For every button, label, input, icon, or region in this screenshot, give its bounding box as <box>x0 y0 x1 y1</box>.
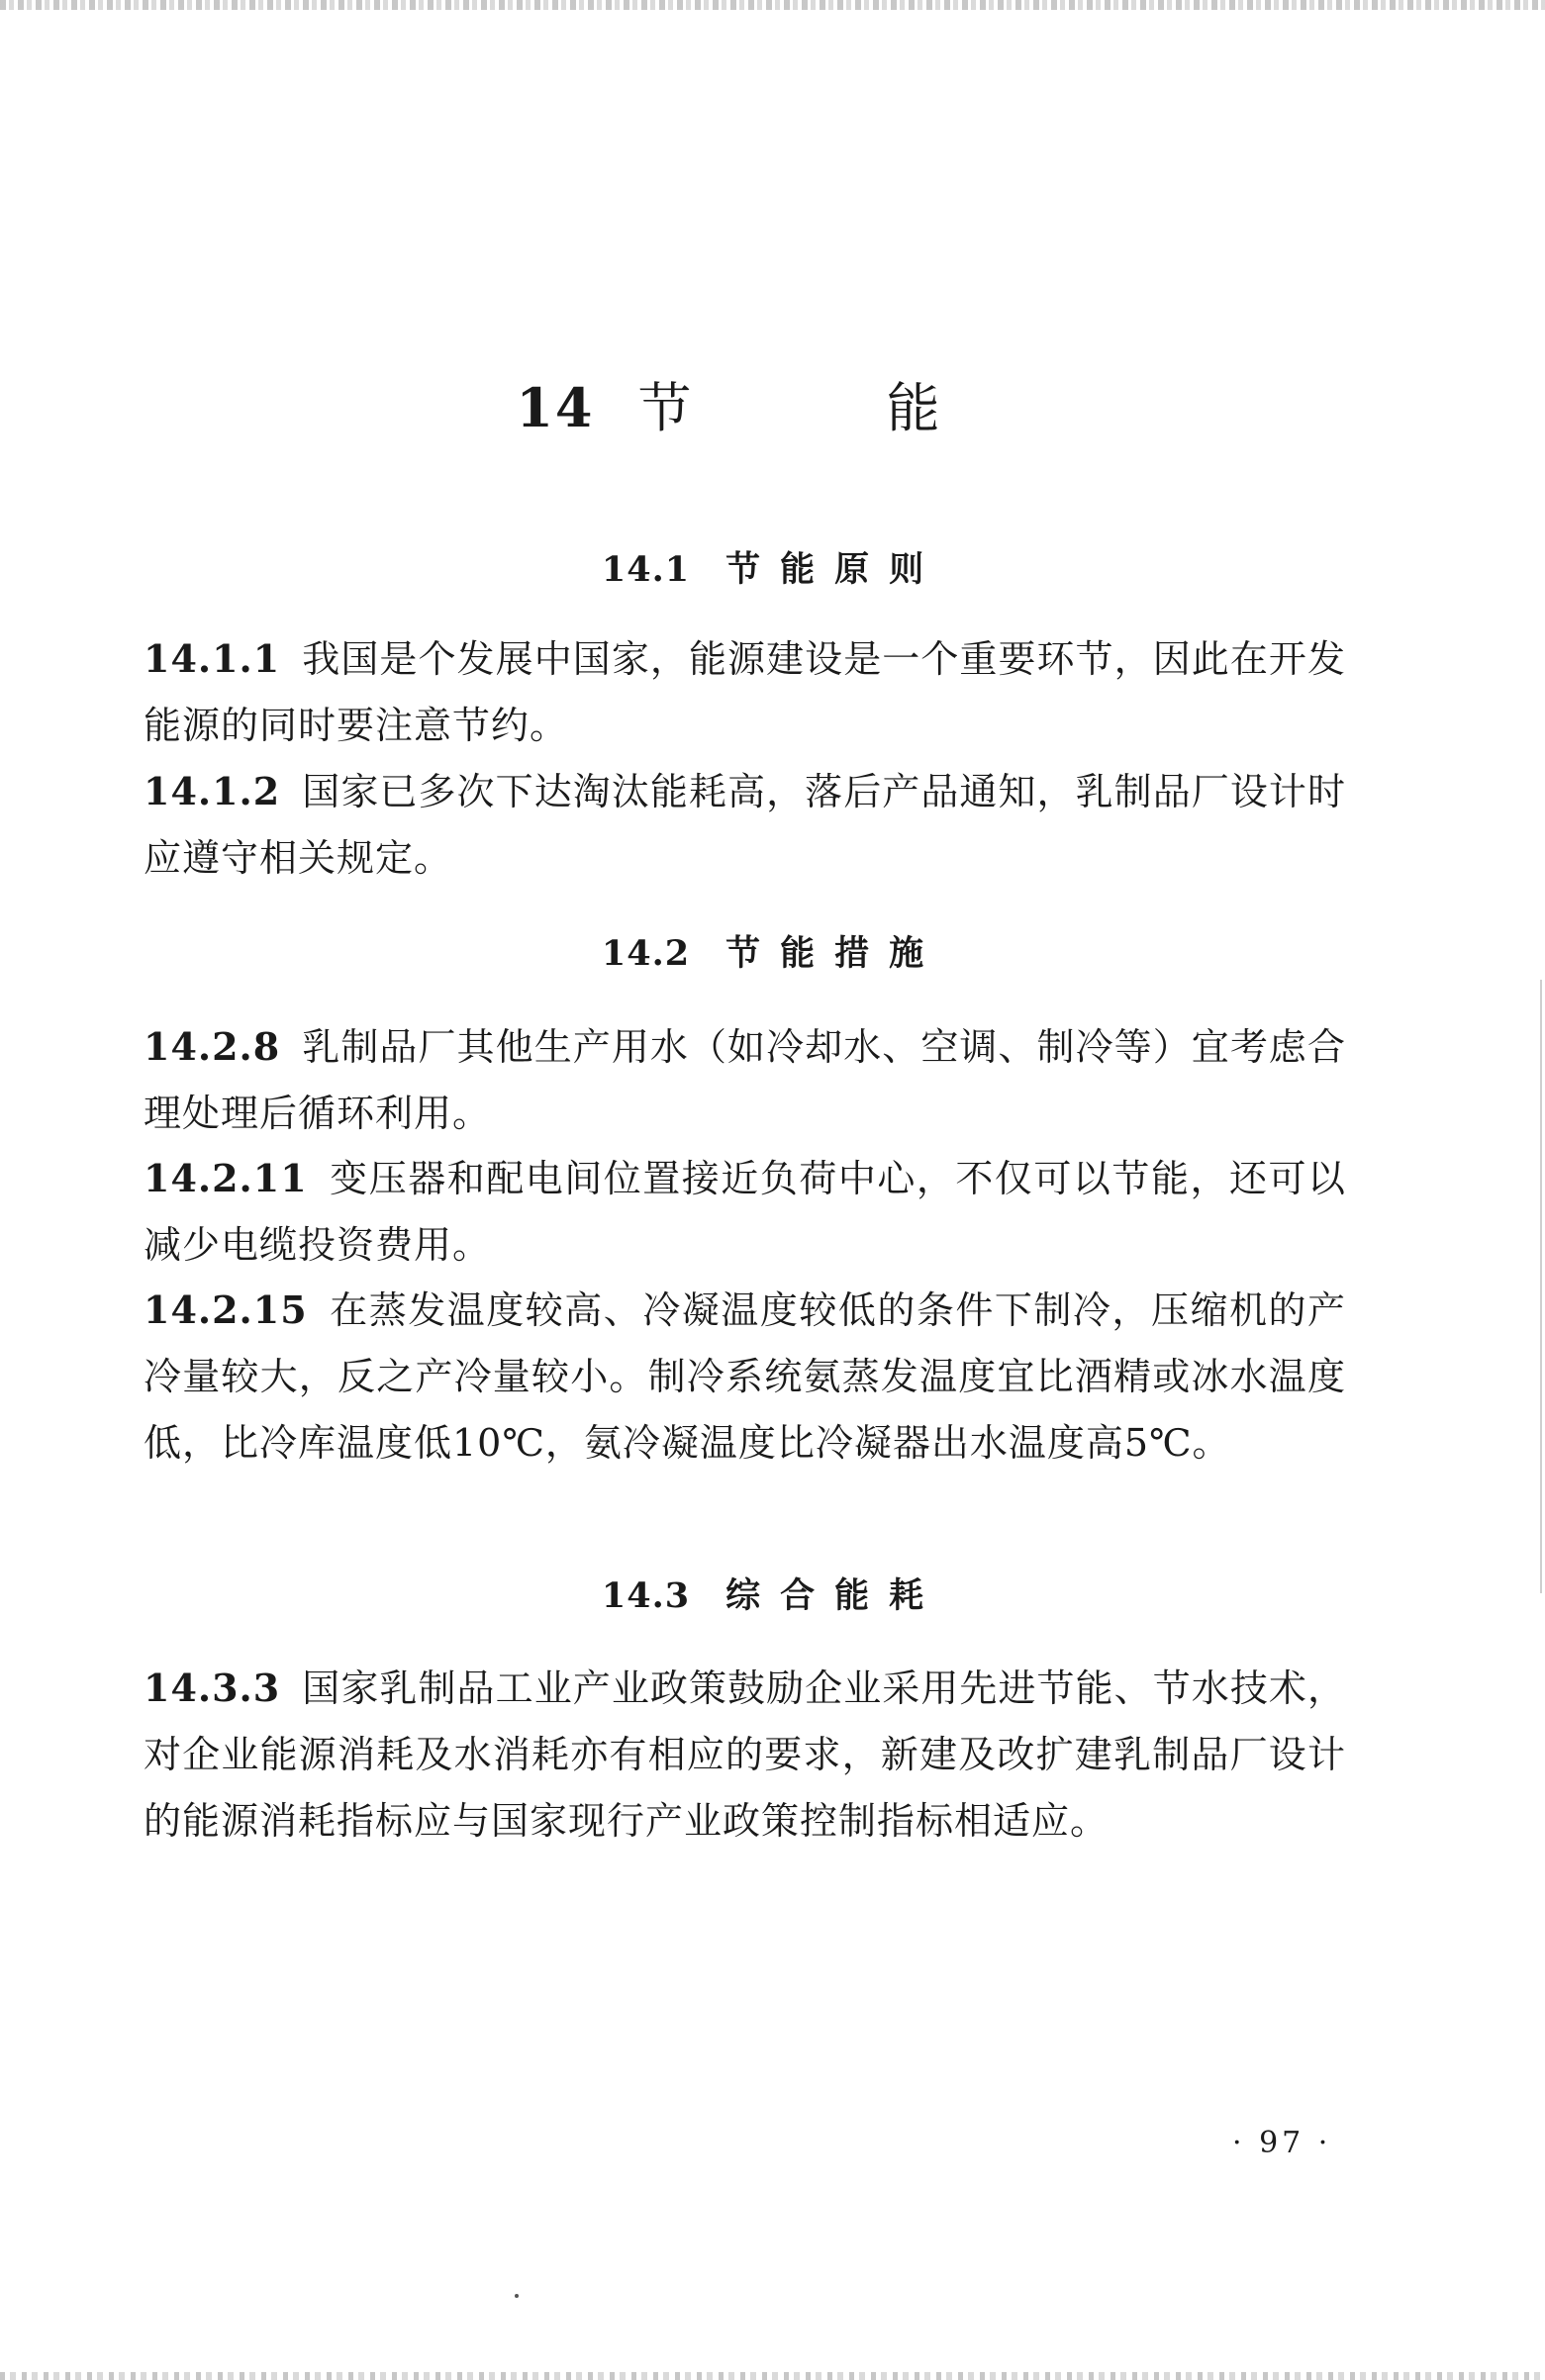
section-heading-14-3 <box>0 1569 1545 1618</box>
section-title: 节能措施 <box>725 933 944 974</box>
clause-14-2-11 <box>144 1145 1346 1279</box>
clause-text: 乳制品厂其他生产用水（如冷却水、空调、制冷等）宜考虑合理处理后循环利用。 <box>144 1025 1346 1135</box>
chapter-title <box>0 366 1545 442</box>
clause-number: 14.1.2 <box>144 769 281 813</box>
clause-number: 14.3.3 <box>144 1666 281 1710</box>
clause-14-1-2 <box>144 758 1346 892</box>
clause-number: 14.2.15 <box>144 1287 308 1332</box>
section-title: 综合能耗 <box>725 1575 944 1616</box>
page-number: · 97 · <box>1232 2126 1332 2160</box>
clause-text: 在蒸发温度较高、冷凝温度较低的条件下制冷，压缩机的产冷量较大，反之产冷量较小。制冷系统氨蒸发温度宜比酒精或冰水温度低，比冷库温度低10℃，氨冷凝温度比冷凝器出水温度高5℃。 <box>144 1288 1346 1465</box>
scan-edge-top <box>0 0 1545 10</box>
section-heading-14-2 <box>0 926 1545 976</box>
clause-14-2-15 <box>144 1277 1346 1476</box>
chapter-number: 14 <box>516 376 595 439</box>
clause-14-3-3 <box>144 1655 1346 1855</box>
clause-text: 我国是个发展中国家，能源建设是一个重要环节，因此在开发能源的同时要注意节约。 <box>144 637 1346 747</box>
chapter-name: 节 能 <box>637 377 1029 439</box>
clause-14-2-8 <box>144 1013 1346 1147</box>
scan-artifact-line <box>1540 980 1542 1593</box>
clause-text: 变压器和配电间位置接近负荷中心，不仅可以节能，还可以减少电缆投资费用。 <box>144 1157 1346 1267</box>
section-number: 14.2 <box>601 933 691 974</box>
section-heading-14-1 <box>0 542 1545 592</box>
section-number: 14.1 <box>601 549 691 590</box>
scan-speck <box>515 2294 519 2298</box>
section-number: 14.3 <box>601 1575 691 1616</box>
clause-text: 国家已多次下达淘汰能耗高，落后产品通知，乳制品厂设计时应遵守相关规定。 <box>144 770 1346 880</box>
clause-text: 国家乳制品工业产业政策鼓励企业采用先进节能、节水技术，对企业能源消耗及水消耗亦有相应的要求，新建及改扩建乳制品厂设计的能源消耗指标应与国家现行产业政策控制指标相适应。 <box>144 1666 1346 1843</box>
clause-14-1-1 <box>144 625 1346 759</box>
scan-edge-bottom <box>0 2372 1545 2380</box>
section-title: 节能原则 <box>725 549 944 590</box>
clause-number: 14.2.11 <box>144 1156 308 1200</box>
clause-number: 14.1.1 <box>144 636 281 681</box>
clause-number: 14.2.8 <box>144 1024 281 1069</box>
